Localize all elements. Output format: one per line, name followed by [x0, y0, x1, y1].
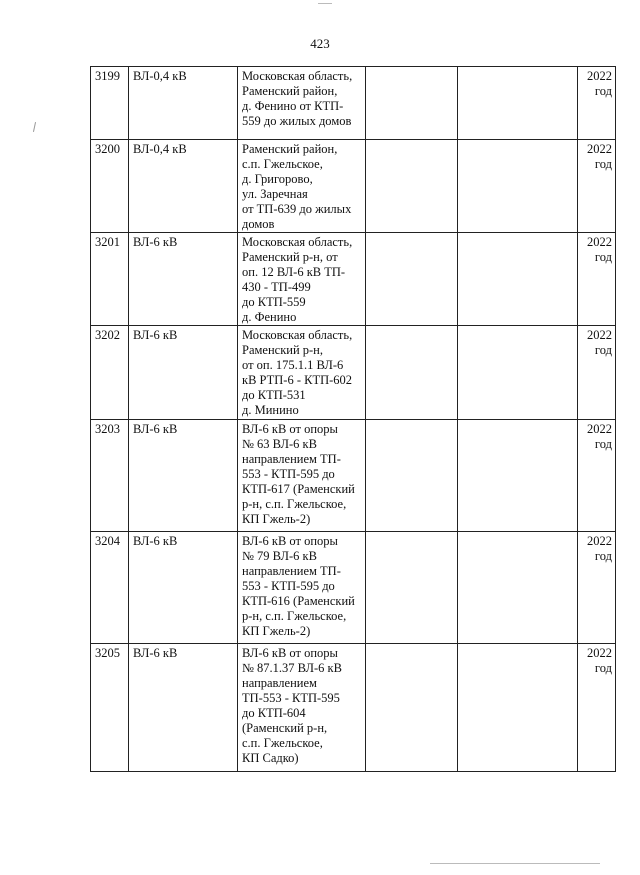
line-type-cell: ВЛ-0,4 кВ — [129, 140, 238, 233]
year-unit: год — [594, 157, 612, 171]
location-cell — [238, 326, 366, 420]
row-number-cell: 3199 — [91, 67, 129, 140]
location-line: ВЛ-6 кВ от опоры — [242, 422, 338, 436]
scan-artifact — [318, 3, 332, 4]
location-line: Раменский район, — [242, 84, 338, 98]
table-row — [91, 140, 616, 233]
location-line: Московская область, — [242, 235, 353, 249]
year-value: 2022 — [587, 235, 612, 249]
empty-cell — [458, 644, 578, 772]
year-unit: год — [594, 549, 612, 563]
location-line: Раменский р-н, — [242, 343, 323, 357]
year-cell — [578, 233, 616, 326]
row-number-cell: 3200 — [91, 140, 129, 233]
location-line: Московская область, — [242, 69, 353, 83]
empty-cell — [366, 67, 458, 140]
year-value: 2022 — [587, 69, 612, 83]
line-type-cell: ВЛ-0,4 кВ — [129, 67, 238, 140]
year-unit: год — [594, 250, 612, 264]
location-line: д. Фенино — [242, 310, 297, 324]
location-line: домов — [242, 217, 275, 231]
empty-cell — [366, 140, 458, 233]
location-line: кВ РТП-6 - КТП-602 — [242, 373, 353, 387]
line-type-cell: ВЛ-6 кВ — [129, 420, 238, 532]
location-line: р-н, с.п. Гжельское, — [242, 609, 347, 623]
year-cell — [578, 326, 616, 420]
year-unit: год — [594, 437, 612, 451]
empty-cell — [366, 326, 458, 420]
table-row — [91, 233, 616, 326]
year-value: 2022 — [587, 422, 612, 436]
row-number-cell: 3202 — [91, 326, 129, 420]
row-number-cell: 3204 — [91, 532, 129, 644]
location-line: направлением — [242, 676, 317, 690]
location-line: 430 - ТП-499 — [242, 280, 311, 294]
year-unit: год — [594, 343, 612, 357]
year-cell — [578, 140, 616, 233]
row-number-cell: 3201 — [91, 233, 129, 326]
table-row — [91, 67, 616, 140]
location-line: ВЛ-6 кВ от опоры — [242, 646, 338, 660]
location-line: КТП-616 (Раменский — [242, 594, 355, 608]
location-line: 553 - КТП-595 до — [242, 579, 335, 593]
location-line: № 79 ВЛ-6 кВ — [242, 549, 317, 563]
table-row — [91, 420, 616, 532]
empty-cell — [458, 532, 578, 644]
registry-table — [90, 66, 616, 772]
location-cell — [238, 420, 366, 532]
location-line: 553 - КТП-595 до — [242, 467, 335, 481]
year-unit: год — [594, 84, 612, 98]
location-line: р-н, с.п. Гжельское, — [242, 497, 347, 511]
empty-cell — [458, 326, 578, 420]
location-cell — [238, 233, 366, 326]
location-line: Раменский район, — [242, 142, 338, 156]
year-value: 2022 — [587, 328, 612, 342]
line-type-cell: ВЛ-6 кВ — [129, 644, 238, 772]
year-unit: год — [594, 661, 612, 675]
location-line: с.п. Гжельское, — [242, 736, 323, 750]
empty-cell — [366, 233, 458, 326]
empty-cell — [458, 420, 578, 532]
location-line: КТП-617 (Раменский — [242, 482, 355, 496]
location-line: № 63 ВЛ-6 кВ — [242, 437, 317, 451]
year-cell — [578, 532, 616, 644]
scan-artifact — [430, 863, 600, 864]
location-line: д. Фенино от КТП- — [242, 99, 344, 113]
location-line: (Раменский р-н, — [242, 721, 328, 735]
empty-cell — [366, 644, 458, 772]
year-cell — [578, 420, 616, 532]
empty-cell — [366, 532, 458, 644]
empty-cell — [458, 140, 578, 233]
location-line: д. Минино — [242, 403, 299, 417]
location-line: 559 до жилых домов — [242, 114, 352, 128]
location-line: Московская область, — [242, 328, 353, 342]
table-row — [91, 326, 616, 420]
location-cell — [238, 644, 366, 772]
location-line: до КТП-604 — [242, 706, 306, 720]
location-line: КП Садко) — [242, 751, 299, 765]
location-line: ВЛ-6 кВ от опоры — [242, 534, 338, 548]
location-line: КП Гжель-2) — [242, 624, 311, 638]
location-line: № 87.1.37 ВЛ-6 кВ — [242, 661, 342, 675]
location-line: от оп. 175.1.1 ВЛ-6 — [242, 358, 344, 372]
row-number-cell: 3205 — [91, 644, 129, 772]
table-row — [91, 532, 616, 644]
year-cell — [578, 644, 616, 772]
year-value: 2022 — [587, 142, 612, 156]
line-type-cell: ВЛ-6 кВ — [129, 233, 238, 326]
page-number: 423 — [310, 36, 330, 51]
scan-artifact — [33, 122, 36, 132]
line-type-cell: ВЛ-6 кВ — [129, 326, 238, 420]
year-value: 2022 — [587, 646, 612, 660]
location-line: Раменский р-н, от — [242, 250, 338, 264]
location-line: направлением ТП- — [242, 564, 341, 578]
location-cell — [238, 140, 366, 233]
location-line: ТП-553 - КТП-595 — [242, 691, 340, 705]
location-line: с.п. Гжельское, — [242, 157, 323, 171]
location-line: д. Григорово, — [242, 172, 313, 186]
location-line: до КТП-531 — [242, 388, 306, 402]
location-line: направлением ТП- — [242, 452, 341, 466]
empty-cell — [458, 67, 578, 140]
line-type-cell: ВЛ-6 кВ — [129, 532, 238, 644]
location-line: от ТП-639 до жилых — [242, 202, 352, 216]
row-number-cell: 3203 — [91, 420, 129, 532]
location-line: до КТП-559 — [242, 295, 306, 309]
location-line: КП Гжель-2) — [242, 512, 311, 526]
location-cell — [238, 532, 366, 644]
registry-table-body — [91, 67, 616, 772]
empty-cell — [366, 420, 458, 532]
table-row — [91, 644, 616, 772]
empty-cell — [458, 233, 578, 326]
location-cell — [238, 67, 366, 140]
year-value: 2022 — [587, 534, 612, 548]
year-cell — [578, 67, 616, 140]
location-line: оп. 12 ВЛ-6 кВ ТП- — [242, 265, 346, 279]
location-line: ул. Заречная — [242, 187, 308, 201]
